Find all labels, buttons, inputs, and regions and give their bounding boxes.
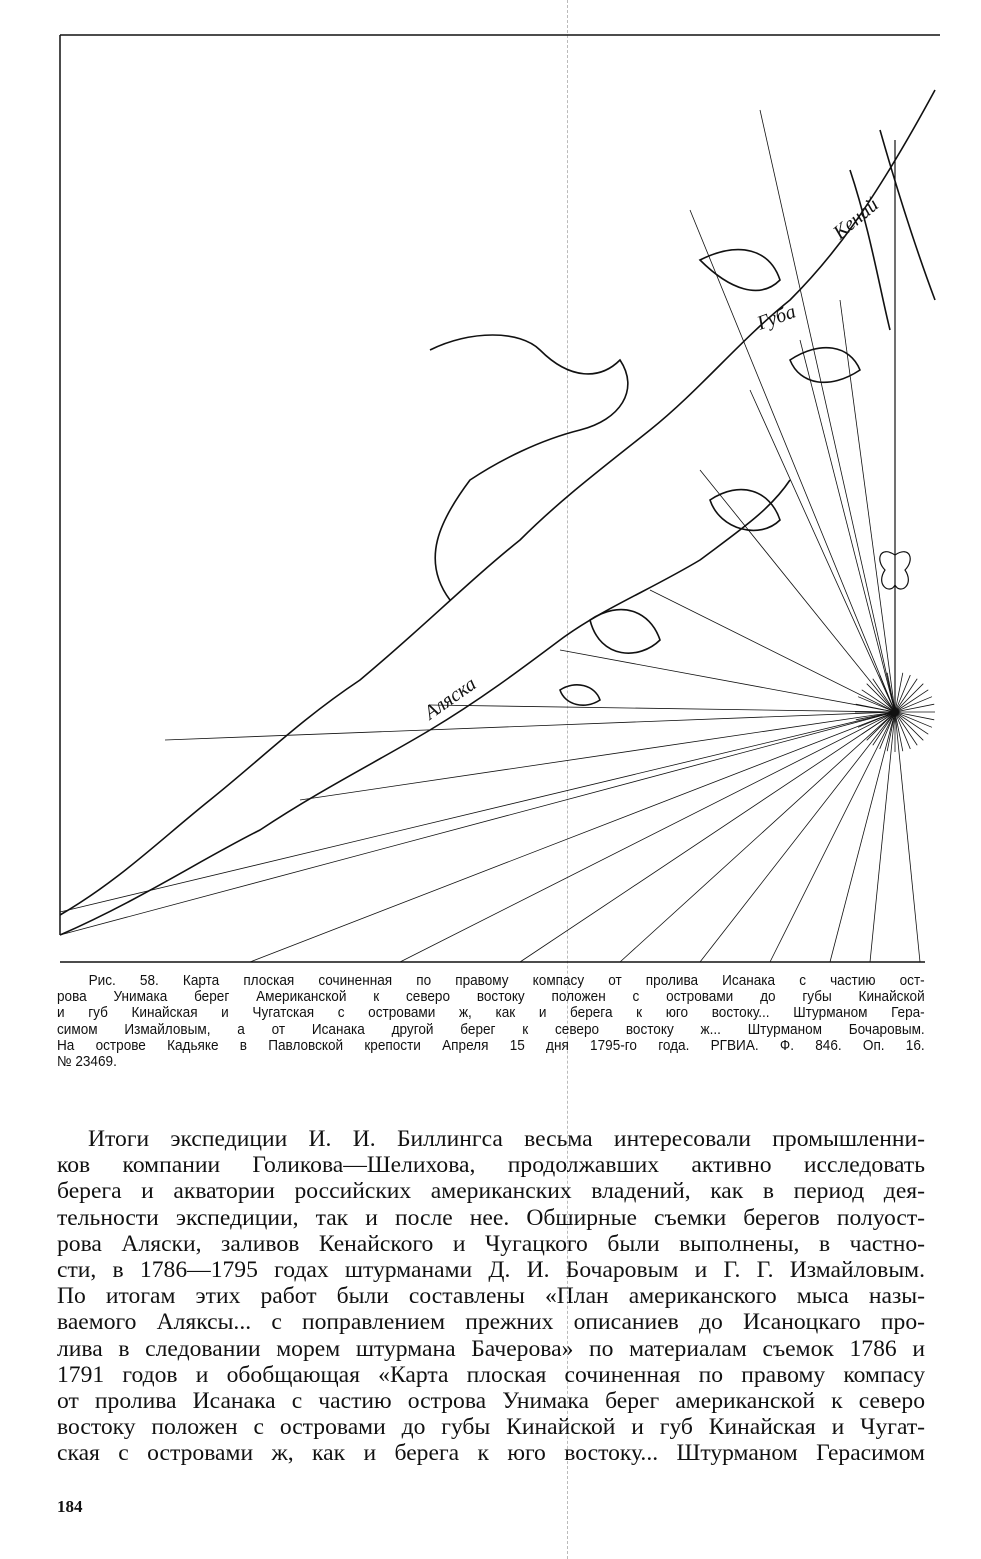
- caption-line: № 23469.: [57, 1054, 117, 1071]
- page-number: 184: [57, 1497, 83, 1516]
- rhumb-line: [520, 712, 895, 962]
- rhumb-line: [60, 712, 895, 912]
- rhumb-line: [895, 712, 920, 962]
- svg-text:Губа: Губа: [754, 300, 799, 335]
- figure-caption: [57, 973, 925, 1070]
- body-line: ская с островами ж, как и берега к юго востоку... Штурманом Герасимом: [57, 1440, 925, 1467]
- body-paragraph: [57, 1126, 925, 1467]
- rhumb-line: [400, 712, 895, 962]
- rhumb-line: [620, 712, 895, 962]
- rhumb-line: [800, 340, 895, 712]
- body-line: 1791 годов и обобщающая «Карта плоская сочиненная по правому компасу: [57, 1361, 925, 1388]
- compass-rose: [880, 140, 910, 712]
- body-line: ков компании Голикова—Шелихова, продолжавших активно исследовать: [57, 1152, 925, 1179]
- caption-line: рова Унимака берег Американской к северо востоку положен с островами до губы Кинайской: [57, 989, 925, 1006]
- svg-text:Кенай: Кенай: [829, 193, 883, 244]
- rhumb-line: [165, 712, 895, 740]
- compass-center: [891, 708, 899, 716]
- rhumb-line: [830, 712, 895, 962]
- rhumb-line: [700, 470, 895, 712]
- compass-rose-ray: [867, 712, 895, 740]
- rhumb-line: [770, 712, 895, 962]
- rhumb-line: [690, 210, 895, 712]
- body-line: берега и акватории российских американских владений, как в период дея-: [57, 1178, 925, 1205]
- body-line: от пролива Исанака с частию острова Унимака берег американской к северо: [57, 1388, 925, 1415]
- rhumb-line: [760, 110, 895, 712]
- coastline: [60, 90, 935, 935]
- rhumb-line: [60, 712, 895, 935]
- body-line: тельности экспедиции, так и после нее. Обширные съемки берегов полуост-: [57, 1204, 925, 1231]
- caption-line: На острове Кадьяке в Павловской крепости Апреля 15 дня 1795-го года. РГВИА. Ф. 846. Оп. 16.: [57, 1037, 925, 1054]
- rhumb-line: [650, 590, 895, 712]
- rhumb-line: [870, 712, 895, 962]
- rhumb-line: [430, 705, 895, 712]
- body-line: лива в следовании морем штурмана Бачерова» по материалам съемок 1786 и: [57, 1335, 925, 1362]
- caption-line: симом Измайловым, а от Исанака другой берег к северо востоку ж... Штурманом Бочаровым.: [57, 1021, 925, 1038]
- svg-text:Аляска: Аляска: [420, 672, 481, 725]
- rhumb-line: [300, 712, 895, 800]
- body-line: востоку положен с островами до губы Кинайской и губ Кинайская и Чугат-: [57, 1414, 925, 1441]
- body-line: По итогам этих работ были составлены «План американского мыса назы-: [57, 1283, 925, 1310]
- rhumb-line: [250, 712, 895, 962]
- body-line: рова Аляски, заливов Кенайского и Чугацкого были выполнены, в частно-: [57, 1230, 925, 1257]
- compass-rhumb-lines: [60, 110, 935, 962]
- body-line: сти, в 1786—1795 годах штурманами Д. И. Бочаровым и Г. Г. Измайловым.: [57, 1257, 925, 1284]
- body-line: ваемого Аляксы... с поправлением прежних описаниев до Исаноцкаго про-: [57, 1309, 925, 1336]
- caption-line: и губ Кинайская и Чугатская с островами ж, как и берега к юго востоку... Штурманом Гера-: [57, 1005, 925, 1022]
- compass-rose-ray: [895, 684, 923, 712]
- caption-line: Рис. 58. Карта плоская сочиненная по правому компасу от пролива Исанака с частию ост-: [88, 973, 925, 989]
- compass-rose-ray: [895, 712, 923, 740]
- rhumb-line: [560, 650, 895, 712]
- body-line: Итоги экспедиции И. И. Биллингса весьма интересовали промышленни-: [88, 1126, 925, 1152]
